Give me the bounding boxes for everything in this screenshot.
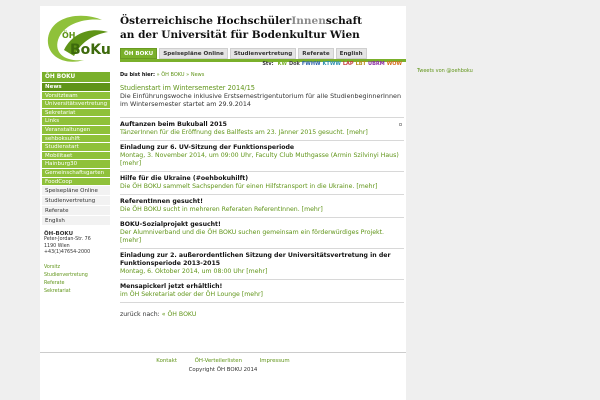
news-item xyxy=(120,195,404,218)
news-item xyxy=(120,118,404,141)
back-link-target[interactable]: « ÖH BOKU xyxy=(161,311,197,318)
topnav-speiseplaene[interactable]: Speisepläne Online xyxy=(159,48,228,59)
breadcrumb: Du bist hier: » ÖH BOKU » News xyxy=(120,72,205,78)
sidebar-item[interactable]: Universitätsvertretung xyxy=(42,99,110,108)
news-item-title[interactable]: ReferentInnen gesucht! xyxy=(120,198,203,205)
sidebar-item[interactable]: Studienstart xyxy=(42,142,110,151)
sidebar-item[interactable]: Gemeinschaftsgarten xyxy=(42,168,110,177)
page-container xyxy=(40,6,406,400)
sidebar-item[interactable]: Sekretariat xyxy=(42,108,110,117)
sidebar-item[interactable]: News xyxy=(42,82,110,91)
intro-text: Die Einführungswoche inklusive Erstsemestrigentutorium für alle StudienbeginnerInnen im Wintersemester startet am 29.9.2014 xyxy=(120,92,401,108)
stv-link[interactable]: KTWW xyxy=(322,61,341,67)
news-item-title[interactable]: Auftanzen beim Bukuball 2015 xyxy=(120,121,227,128)
main-content xyxy=(120,72,404,318)
news-item xyxy=(120,218,404,249)
news-item-title[interactable]: Einladung zur 6. UV-Sitzung der Funktionsperiode xyxy=(120,144,295,151)
square-icon xyxy=(399,123,402,126)
sidebar-item[interactable]: Vorsitzteam xyxy=(42,91,110,100)
topnav-english[interactable]: English xyxy=(336,48,367,59)
news-item-body[interactable]: Montag, 6. Oktober 2014, um 08:00 Uhr [mehr] xyxy=(120,268,268,275)
sublink-studienvertretung[interactable]: Studienvertretung xyxy=(44,272,88,278)
news-item xyxy=(120,280,404,303)
footer-link-kontakt[interactable]: Kontakt xyxy=(156,358,177,364)
stv-link[interactable]: LAP xyxy=(342,61,354,67)
stv-link[interactable]: WOW xyxy=(386,61,402,67)
address-block: ÖH-BOKU Peter-Jordan-Str. 76 1190 Wien +43(1)47654-2000 xyxy=(44,231,91,255)
footer-link-verteilerlisten[interactable]: ÖH-Verteilerlisten xyxy=(194,358,242,364)
svg-text:BoKu: BoKu xyxy=(70,42,111,58)
news-item xyxy=(120,249,404,280)
news-item-body[interactable]: im ÖH Sekretariat oder der ÖH Lounge [mehr] xyxy=(120,291,263,298)
top-navigation xyxy=(120,48,367,59)
news-item-title[interactable]: Einladung zur 2. außerordentlichen Sitzung der Universitätsvertretung in der Funktionsperiode 2013-2015 xyxy=(120,252,391,267)
stv-link[interactable]: FWHW xyxy=(301,61,321,67)
sidebar-item[interactable]: English xyxy=(42,215,110,225)
breadcrumb-path[interactable]: » ÖH BOKU » News xyxy=(156,72,205,78)
news-item-title[interactable]: Mensapickerl jetzt erhältlich! xyxy=(120,283,223,290)
sidebar-item[interactable]: Hainburg30 xyxy=(42,159,110,168)
stv-links: Stv: KW Dok FWHW KTWW LAP LBT UBRM WOW xyxy=(262,61,402,67)
news-item-body[interactable]: TänzerInnen für die Eröffnung des Ballfests am 23. Jänner 2015 gesucht. [mehr] xyxy=(120,129,368,136)
news-item-title[interactable]: Hilfe für die Ukraine (#oehbokuhilft) xyxy=(120,175,249,182)
stv-link[interactable]: Dok xyxy=(288,61,300,67)
news-item-body[interactable]: Montag, 3. November 2014, um 09:00 Uhr, Faculty Club Muthgasse (Armin Szilvinyi Haus) [mehr] xyxy=(120,152,399,167)
oeh-boku-logo[interactable] xyxy=(44,10,112,66)
copyright: Copyright ÖH BOKU 2014 xyxy=(188,367,258,373)
site-title: Österreichische HochschülerInnenschaft an der Universität für Bodenkultur Wien xyxy=(120,15,362,41)
news-item-title[interactable]: BOKU-Sozialprojekt gesucht! xyxy=(120,221,221,228)
left-navigation xyxy=(42,72,110,296)
news-item-body[interactable]: Die ÖH BOKU sucht in mehreren Referaten ReferentInnen. [mehr] xyxy=(120,206,323,213)
sidebar-item[interactable]: Mobilitaet xyxy=(42,151,110,160)
svg-text:ÖH: ÖH xyxy=(62,31,76,40)
topnav-referate[interactable]: Referate xyxy=(298,48,333,59)
news-item xyxy=(120,172,404,195)
news-item-body[interactable]: Die ÖH BOKU sammelt Sachspenden für einen Hilfstransport in die Ukraine. [mehr] xyxy=(120,183,378,190)
sidebar-item[interactable]: Speisepläne Online xyxy=(42,185,110,195)
sublink-referate[interactable]: Referate xyxy=(44,280,65,286)
sublink-vorsitz[interactable]: Vorsitz xyxy=(44,264,61,270)
stv-link[interactable]: UBRM xyxy=(368,61,385,67)
footer-links xyxy=(40,358,406,364)
stv-link[interactable]: KW xyxy=(277,61,287,67)
sidebar-item[interactable]: Links xyxy=(42,116,110,125)
news-item-body[interactable]: Der Alumniverband und die ÖH BOKU suchen gemeinsam ein förderwürdiges Projekt. [mehr] xyxy=(120,229,384,244)
topnav-oeh-boku[interactable]: ÖH BOKU xyxy=(120,48,157,59)
sidebar-item[interactable]: Studienvertretung xyxy=(42,195,110,205)
footer-link-impressum[interactable]: Impressum xyxy=(259,358,290,364)
sidebar-item[interactable]: FoodCoop xyxy=(42,177,110,186)
sub-links xyxy=(42,264,110,296)
tweets-link[interactable]: Tweets von @oehboku xyxy=(417,68,473,74)
topnav-studienvertretung[interactable]: Studienvertretung xyxy=(230,48,296,59)
news-list xyxy=(120,117,404,303)
intro-title[interactable]: Studienstart im Wintersemester 2014/15 xyxy=(120,84,255,92)
stv-link[interactable]: LBT xyxy=(355,61,367,67)
news-item xyxy=(120,141,404,172)
sublink-sekretariat[interactable]: Sekretariat xyxy=(44,288,71,294)
sidebar-item[interactable]: sehboksuhlft xyxy=(42,134,110,143)
sidebar-item[interactable]: Referate xyxy=(42,205,110,215)
sidebar-item[interactable]: Veranstaltungen xyxy=(42,125,110,134)
footer-divider xyxy=(40,352,406,353)
leftnav-head[interactable]: ÖH BOKU xyxy=(42,72,110,82)
back-link: zurück nach: « ÖH BOKU xyxy=(120,311,197,318)
